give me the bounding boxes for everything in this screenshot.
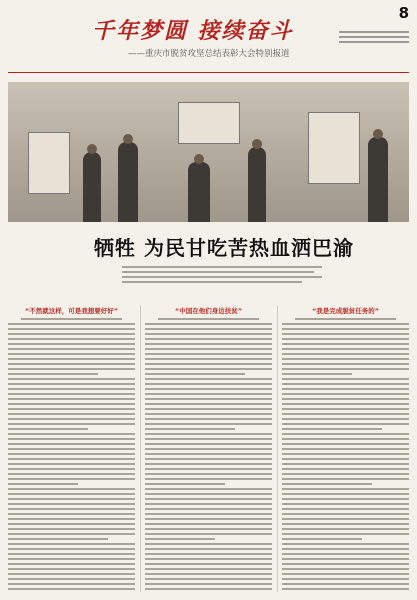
- body-text-line: [8, 553, 135, 555]
- body-text-line: [145, 568, 272, 570]
- body-text-line: [145, 368, 272, 370]
- body-text-line: [8, 453, 135, 455]
- body-text-line: [8, 353, 135, 355]
- body-text-line: [282, 563, 409, 565]
- body-text-line: [8, 438, 135, 440]
- body-text-line: [282, 473, 409, 475]
- body-text-line: [145, 438, 272, 440]
- body-text-line: [145, 518, 272, 520]
- body-text-line: [8, 328, 135, 330]
- body-text-line: [282, 333, 409, 335]
- body-text-line: [145, 393, 272, 395]
- article-column-1: [8, 306, 135, 592]
- body-text-line: [8, 578, 135, 580]
- body-text-line: [8, 568, 135, 570]
- body-text-line: [8, 343, 135, 345]
- masthead-divider: [8, 72, 409, 73]
- body-text-line: [282, 518, 409, 520]
- body-text-line: [282, 538, 362, 540]
- body-text-line: [282, 543, 409, 545]
- person-head: [252, 139, 262, 149]
- body-text-line: [282, 413, 409, 415]
- body-text-line: [282, 428, 382, 430]
- body-text-line: [282, 498, 409, 500]
- body-text-line: [145, 583, 272, 585]
- person: [83, 152, 101, 222]
- body-text-line: [8, 533, 135, 535]
- column-divider: [277, 306, 278, 592]
- body-text-line: [145, 328, 272, 330]
- body-text-line: [282, 503, 409, 505]
- body-text-line: [145, 343, 272, 345]
- body-text-line: [282, 468, 409, 470]
- body-text-line: [145, 563, 272, 565]
- section-subtitle: ——重庆市脱贫攻坚总结表彰大会特别报道: [128, 49, 290, 59]
- body-text-line: [145, 468, 272, 470]
- body-text-line: [282, 478, 409, 480]
- body-text-line: [145, 448, 272, 450]
- body-text-line: [282, 368, 409, 370]
- article-column-2: [145, 306, 272, 592]
- masthead: [0, 0, 417, 80]
- body-text-line: [282, 463, 409, 465]
- body-text-line: [145, 408, 272, 410]
- body-text-line: [8, 463, 135, 465]
- body-text-line: [8, 528, 135, 530]
- section-title: 千年梦圆 接续奋斗: [92, 18, 294, 44]
- painting: [28, 132, 70, 194]
- body-text-line: [8, 333, 135, 335]
- body-text-line: [145, 423, 272, 425]
- body-text-line: [8, 523, 135, 525]
- person-head: [373, 129, 383, 139]
- body-text-line: [145, 523, 272, 525]
- body-text-line: [282, 343, 409, 345]
- body-text-line: [8, 483, 78, 485]
- body-text-line: [145, 383, 272, 385]
- body-text-line: [282, 553, 409, 555]
- body-text-line: [145, 358, 272, 360]
- body-text-line: [282, 338, 409, 340]
- body-text-line: [8, 388, 135, 390]
- body-text-line: [145, 418, 272, 420]
- body-text-line: [145, 443, 272, 445]
- body-text-line: [145, 538, 215, 540]
- body-text-line: [282, 418, 409, 420]
- body-text-line: [8, 473, 135, 475]
- body-text-line: [8, 493, 135, 495]
- body-text-line: [282, 393, 409, 395]
- body-text-line: [145, 548, 272, 550]
- body-text-line: [145, 553, 272, 555]
- body-text-line: [145, 363, 272, 365]
- body-text-line: [145, 403, 272, 405]
- body-text-line: [145, 453, 272, 455]
- body-text-line: [8, 538, 108, 540]
- body-text-line: [145, 463, 272, 465]
- body-text-line: [282, 588, 409, 590]
- body-text-line: [8, 558, 135, 560]
- body-text-line: [8, 513, 135, 515]
- headline: 牺牲 为民甘吃苦热血洒巴渝: [94, 236, 354, 260]
- body-text-line: [8, 443, 135, 445]
- body-text-line: [282, 523, 409, 525]
- body-text-line: [282, 548, 409, 550]
- body-text-line: [282, 373, 352, 375]
- body-text-line: [8, 518, 135, 520]
- body-text-line: [8, 348, 135, 350]
- painting: [308, 112, 360, 184]
- body-text-line: [282, 508, 409, 510]
- body-text-line: [145, 428, 235, 430]
- body-text-line: [145, 338, 272, 340]
- person: [118, 142, 138, 222]
- body-text-line: [282, 578, 409, 580]
- body-text-line: [8, 383, 135, 385]
- body-text-line: [145, 573, 272, 575]
- body-text-line: [145, 458, 272, 460]
- body-text-line: [282, 568, 409, 570]
- body-text-line: [145, 493, 272, 495]
- body-text-line: [8, 588, 135, 590]
- body-text-line: [8, 413, 135, 415]
- body-text-line: [145, 348, 272, 350]
- body-text-line: [8, 498, 135, 500]
- body-text-line: [145, 558, 272, 560]
- body-text-line: [282, 558, 409, 560]
- body-text-line: [8, 408, 135, 410]
- body-text-line: [282, 328, 409, 330]
- body-text-line: [282, 378, 409, 380]
- body-text-line: [145, 413, 272, 415]
- person-head: [87, 144, 97, 154]
- body-text-line: [8, 373, 98, 375]
- body-text-line: [145, 333, 272, 335]
- body-text-line: [282, 438, 409, 440]
- column-title: “我是完成脱贫任务的”: [311, 307, 380, 315]
- body-text-line: [8, 423, 135, 425]
- body-text-line: [8, 368, 135, 370]
- body-text-line: [282, 488, 409, 490]
- body-text-line: [282, 323, 409, 325]
- body-text-line: [282, 353, 409, 355]
- body-text-line: [145, 503, 272, 505]
- person: [368, 137, 388, 222]
- body-text-line: [8, 433, 135, 435]
- person: [188, 162, 210, 222]
- painting: [178, 102, 240, 144]
- body-text-line: [145, 528, 272, 530]
- body-text-line: [8, 428, 88, 430]
- body-text-line: [8, 488, 135, 490]
- person-head: [123, 134, 133, 144]
- body-text-line: [282, 388, 409, 390]
- body-text-line: [282, 403, 409, 405]
- body-text-line: [282, 358, 409, 360]
- body-text-line: [282, 458, 409, 460]
- body-text-line: [145, 373, 245, 375]
- body-text-line: [8, 548, 135, 550]
- body-text-line: [282, 443, 409, 445]
- body-text-line: [145, 473, 272, 475]
- body-text-line: [282, 528, 409, 530]
- body-text-line: [8, 393, 135, 395]
- body-text-line: [145, 533, 272, 535]
- body-text-line: [282, 383, 409, 385]
- body-text-line: [145, 588, 272, 590]
- lead-paragraph: [122, 266, 322, 286]
- body-text-line: [145, 378, 272, 380]
- body-text-line: [282, 533, 409, 535]
- body-text-line: [145, 323, 272, 325]
- body-text-line: [282, 348, 409, 350]
- body-text-line: [282, 453, 409, 455]
- body-text-line: [145, 483, 225, 485]
- body-text-line: [282, 483, 372, 485]
- body-text-line: [282, 573, 409, 575]
- body-text-line: [8, 563, 135, 565]
- body-text-line: [8, 403, 135, 405]
- body-text-line: [282, 363, 409, 365]
- body-text-line: [145, 433, 272, 435]
- lead-photo: [8, 82, 409, 222]
- page-number: 8: [398, 4, 409, 22]
- body-text-line: [282, 493, 409, 495]
- person: [248, 147, 266, 222]
- body-text-line: [8, 358, 135, 360]
- body-text-line: [8, 503, 135, 505]
- column-title: “中国在他们身边扶贫”: [174, 307, 243, 315]
- column-divider: [140, 306, 141, 592]
- body-text-line: [8, 468, 135, 470]
- body-text-line: [8, 458, 135, 460]
- body-text-line: [282, 408, 409, 410]
- body-text-line: [8, 543, 135, 545]
- body-text-line: [145, 398, 272, 400]
- body-text-line: [145, 578, 272, 580]
- body-text-line: [8, 323, 135, 325]
- body-text-line: [145, 488, 272, 490]
- body-text-line: [282, 583, 409, 585]
- body-text-line: [282, 423, 409, 425]
- body-text-line: [145, 508, 272, 510]
- body-text-line: [8, 508, 135, 510]
- body-text-line: [8, 583, 135, 585]
- column-title: “不然就这样，可是我想要好好”: [24, 307, 119, 315]
- body-text-line: [145, 353, 272, 355]
- body-text-line: [145, 388, 272, 390]
- body-text-line: [145, 478, 272, 480]
- body-text-line: [8, 478, 135, 480]
- body-text-line: [145, 513, 272, 515]
- person-head: [194, 154, 204, 164]
- body-text-line: [282, 513, 409, 515]
- body-text-line: [282, 433, 409, 435]
- body-text-line: [8, 338, 135, 340]
- body-text-line: [145, 543, 272, 545]
- body-text-line: [8, 398, 135, 400]
- body-text-line: [8, 363, 135, 365]
- body-text-line: [145, 498, 272, 500]
- body-text-line: [8, 573, 135, 575]
- body-text-line: [8, 378, 135, 380]
- body-text-line: [282, 448, 409, 450]
- body-text-line: [8, 448, 135, 450]
- article-column-3: [282, 306, 409, 592]
- body-text-line: [282, 398, 409, 400]
- page-meta: [339, 28, 409, 46]
- body-text-line: [8, 418, 135, 420]
